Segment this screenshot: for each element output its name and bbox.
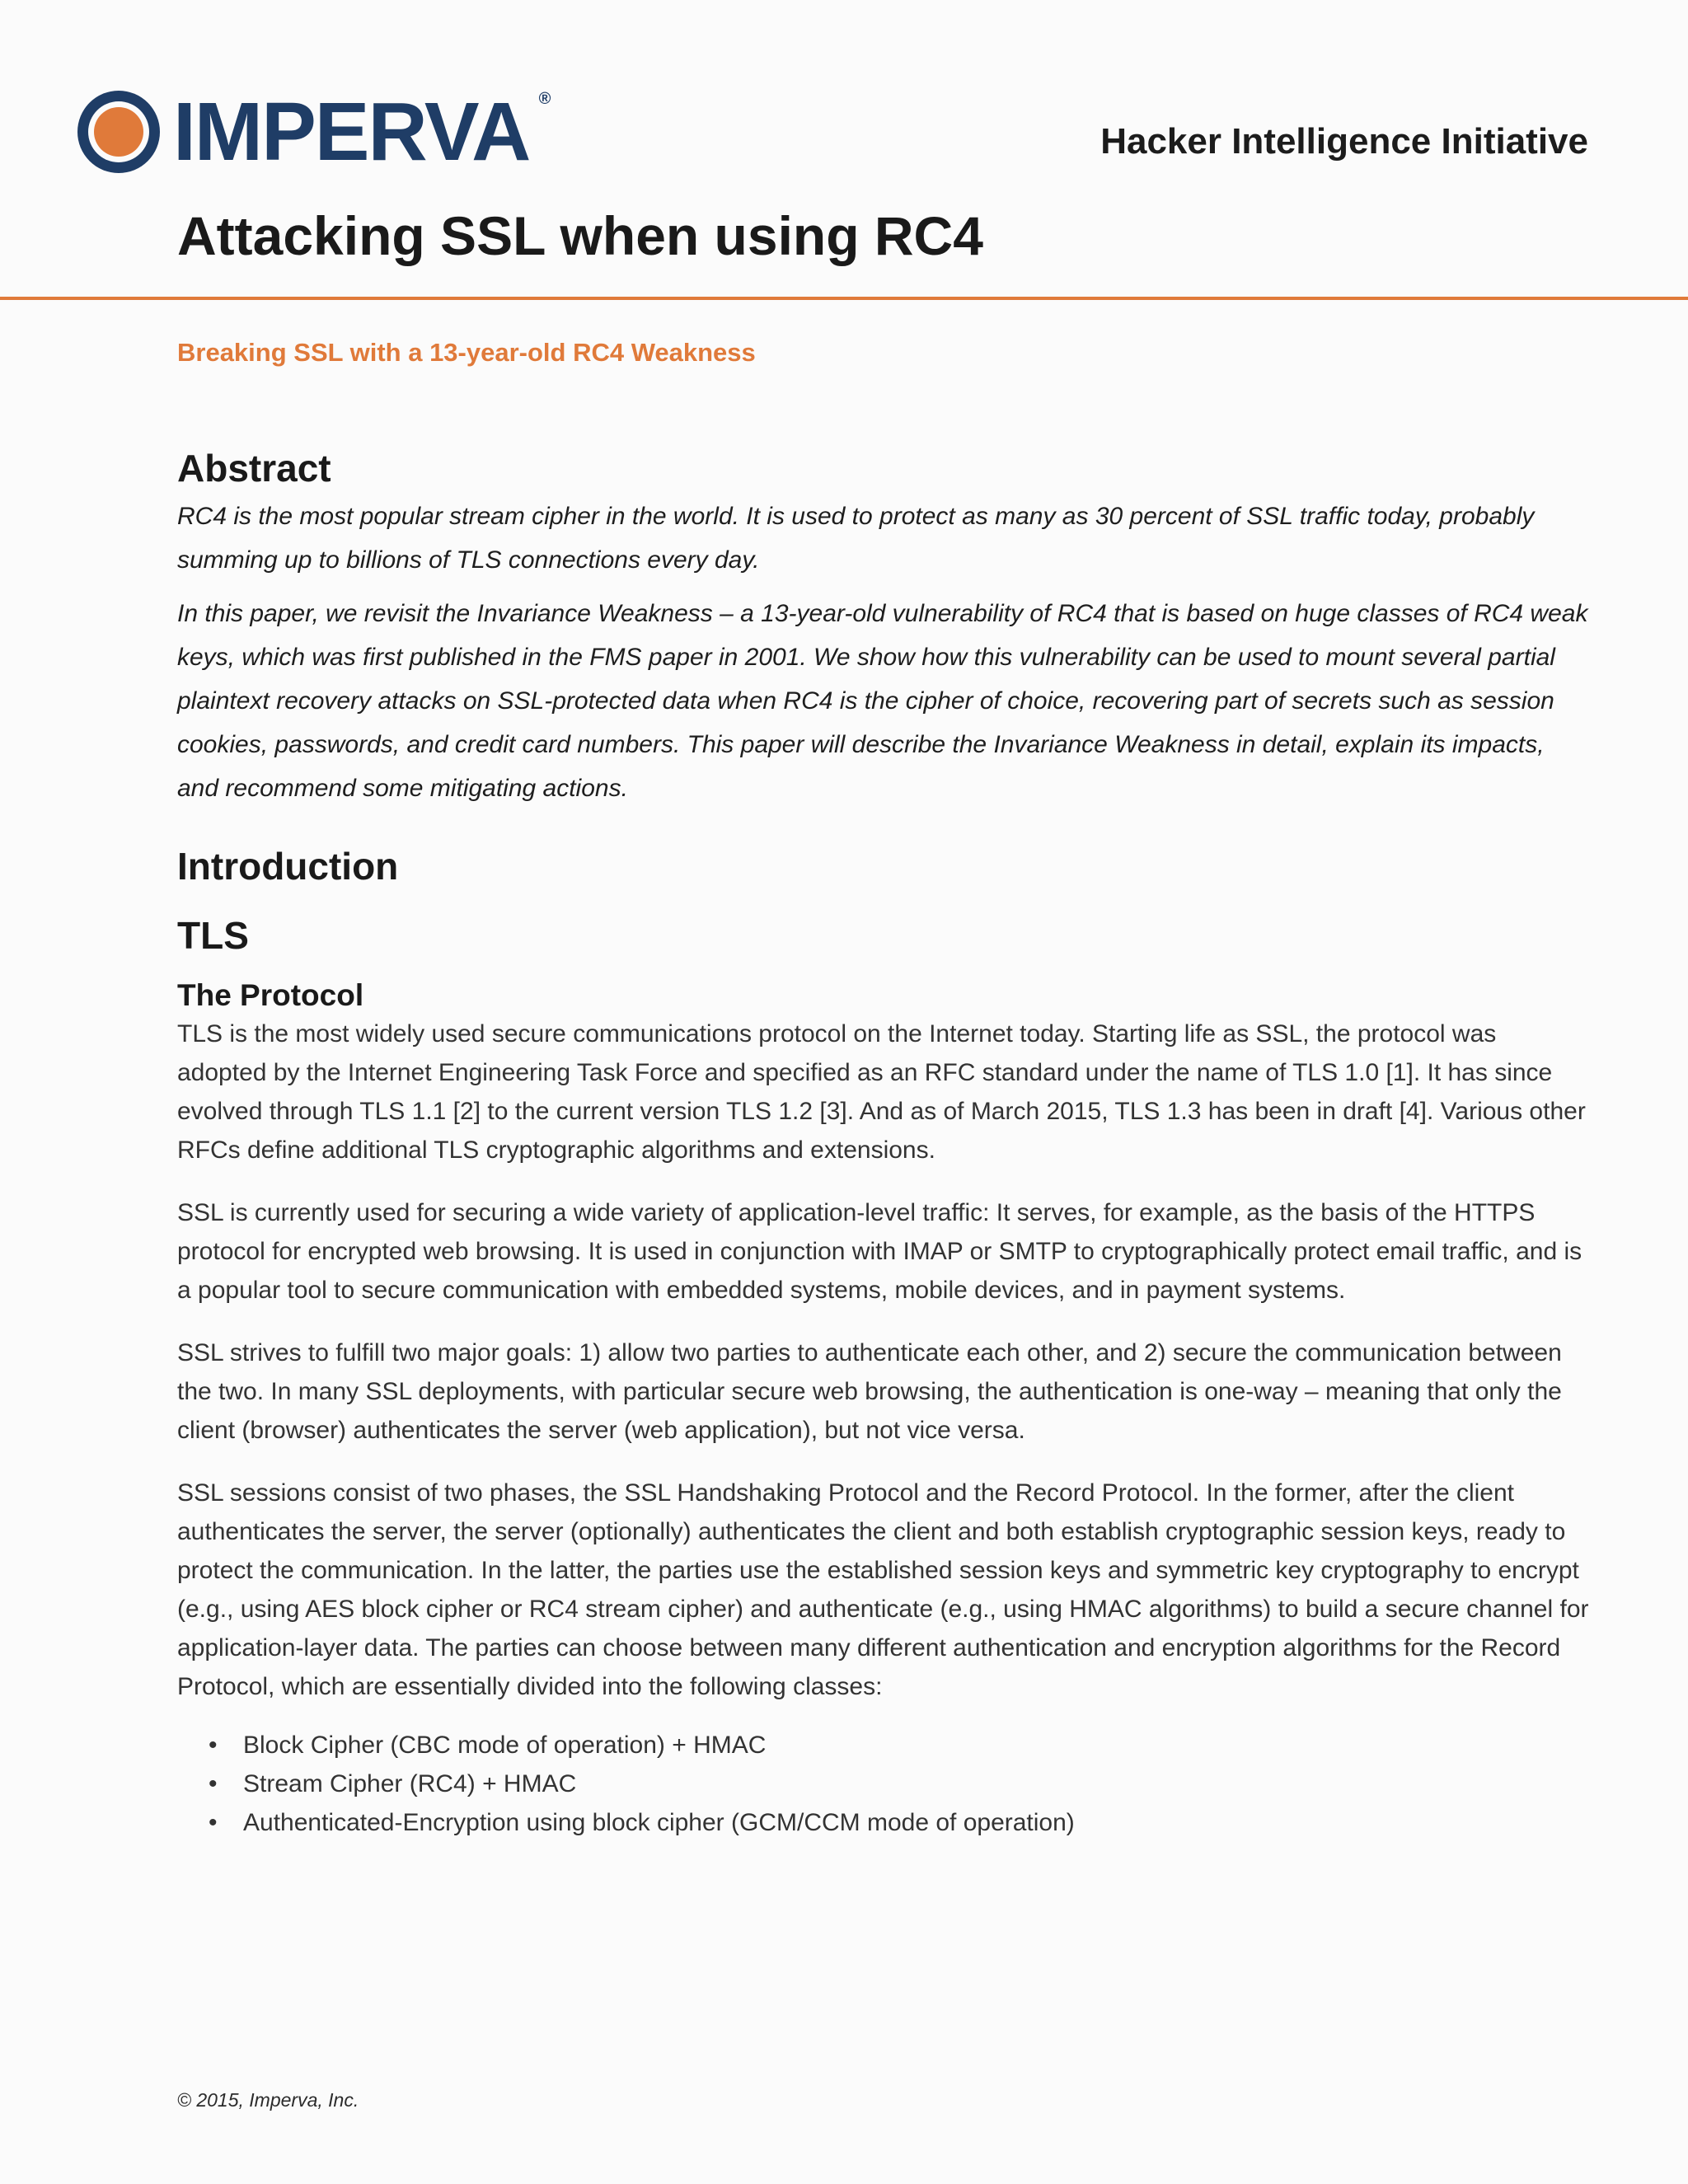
imperva-logo-mark-icon bbox=[76, 89, 162, 175]
main-content bbox=[177, 445, 1591, 1842]
bullet-icon: • bbox=[209, 1732, 218, 1759]
document-subtitle: Breaking SSL with a 13-year-old RC4 Weakness bbox=[177, 338, 756, 367]
document-title: Attacking SSL when using RC4 bbox=[177, 205, 983, 266]
abstract-heading: Abstract bbox=[177, 447, 331, 490]
imperva-logo bbox=[76, 86, 550, 178]
bullet-icon: • bbox=[209, 1770, 218, 1797]
list-item bbox=[177, 1726, 1591, 1765]
list-item bbox=[177, 1765, 1591, 1803]
list-item-text: Stream Cipher (RC4) + HMAC bbox=[243, 1770, 577, 1797]
list-item bbox=[177, 1803, 1591, 1842]
cipher-class-list bbox=[177, 1726, 1591, 1842]
imperva-logo-wordmark bbox=[173, 86, 550, 178]
series-label: Hacker Intelligence Initiative bbox=[1100, 121, 1588, 162]
header-divider bbox=[0, 297, 1688, 300]
bullet-icon: • bbox=[209, 1809, 218, 1836]
body-paragraph: SSL is currently used for securing a wide variety of application-level traffic: It serves, for example, as the basis of the HTTPS protocol for encrypted web browsing. It is used in conjunction with IMAP or SMTP to cryptographically protect email traffic, and is a popular tool to secure communication with embedded systems, mobile devices, and in payment systems. bbox=[177, 1199, 1582, 1304]
body-paragraph: SSL sessions consist of two phases, the SSL Handshaking Protocol and the Record Protocol. In the former, after the client authenticates the server, the server (optionally) authenticates the client and both establish cryptographic session keys, ready to protect the communication. In the latter, the parties use the established session keys and symmetric key cryptography to encrypt (e.g., using AES block cipher or RC4 stream cipher) and authenticate (e.g., using HMAC algorithms) to build a secure channel for application-layer data. The parties can choose between many different authentication and encryption algorithms for the Record Protocol, which are essentially divided into the following classes: bbox=[177, 1479, 1589, 1700]
logo-text: IMPERVA bbox=[173, 86, 530, 178]
abstract-paragraph: RC4 is the most popular stream cipher in the world. It is used to protect as many as 30 percent of SSL traffic today, probably summing up to billions of TLS connections every day. bbox=[177, 503, 1535, 574]
introduction-heading: Introduction bbox=[177, 845, 399, 888]
tls-heading: TLS bbox=[177, 914, 249, 957]
registered-mark: ® bbox=[538, 90, 550, 108]
body-paragraph: SSL strives to fulfill two major goals: 1) allow two parties to authenticate each other, and 2) secure the communication between the two. In many SSL deployments, with particular secure web browsing, the authentication is one-way – meaning that only the client (browser) authenticates the server (web application), but not vice versa. bbox=[177, 1339, 1562, 1444]
footer-copyright: © 2015, Imperva, Inc. bbox=[177, 2089, 359, 2111]
protocol-heading: The Protocol bbox=[177, 978, 364, 1012]
list-item-text: Authenticated-Encryption using block cipher (GCM/CCM mode of operation) bbox=[243, 1809, 1075, 1836]
body-paragraph: TLS is the most widely used secure communications protocol on the Internet today. Starting life as SSL, the protocol was adopted by the Internet Engineering Task Force and specified as an RFC standard under the name of TLS 1.0 [1]. It has since evolved through TLS 1.1 [2] to the current version TLS 1.2 [3]. And as of March 2015, TLS 1.3 has been in draft [4]. Various other RFCs define additional TLS cryptographic algorithms and extensions. bbox=[177, 1020, 1586, 1164]
abstract-paragraph: In this paper, we revisit the Invariance Weakness – a 13-year-old vulnerability of RC4 that is based on huge classes of RC4 weak keys, which was first published in the FMS paper in 2001. We show how this vulnerability can be used to mount several partial plaintext recovery attacks on SSL-protected data when RC4 is the cipher of choice, recovering part of secrets such as session cookies, passwords, and credit card numbers. This paper will describe the Invariance Weakness in detail, explain its impacts, and recommend some mitigating actions. bbox=[177, 600, 1588, 802]
list-item-text: Block Cipher (CBC mode of operation) + HMAC bbox=[243, 1732, 767, 1759]
